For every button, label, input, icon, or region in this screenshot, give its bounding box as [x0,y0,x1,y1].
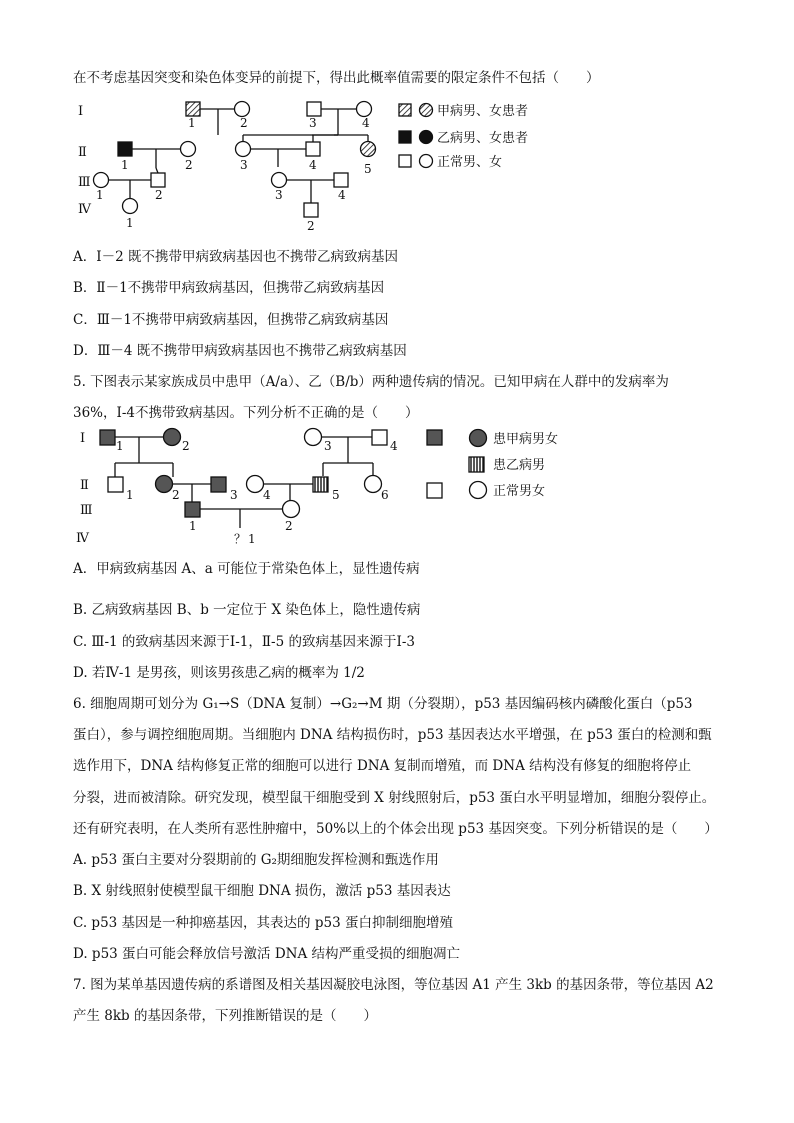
q7-stem-line1: 7. 图为某单基因遗传病的系谱图及相关基因凝胶电泳图，等位基因 A1 产生 3kb 的基因条带，等位基因 A2 [73,977,714,993]
q5-num-II5: 5 [332,488,340,502]
q5-III2-female-normal [283,501,300,518]
q5-option-d: D. 若Ⅳ-1 是男孩，则该男孩患乙病的概率为 1/2 [73,665,365,681]
q5-gen-label-2: Ⅱ [80,478,89,493]
q5-num-I4: 4 [390,439,398,453]
q4-option-c: C．Ⅲ－1不携带甲病致病基因，但携带乙病致病基因 [73,312,389,328]
II5-female-disease-a [361,142,376,157]
II1-male-disease-b [118,142,132,156]
num-II5: 5 [364,162,372,176]
I4-female-normal [357,102,372,117]
num-III4: 4 [338,188,346,202]
q5-gen-label-3: Ⅲ [80,503,93,518]
q4-option-a: A．Ⅰ－2 既不携带甲病致病基因也不携带乙病致病基因 [73,249,398,265]
q6-stem-line5: 还有研究表明，在人类所有恶性肿瘤中，50%以上的个体会出现 p53 基因突变。下列分析错误的是（ ） [73,821,718,837]
num-IV1: 1 [126,216,134,230]
gen-label-1: Ⅰ [78,104,84,119]
q5-option-c: C. Ⅲ-1 的致病基因来源于Ⅰ-1，Ⅱ-5 的致病基因来源于Ⅰ-3 [73,634,415,650]
num-II4: 4 [309,158,317,172]
q5-num-I1: 1 [116,439,124,453]
q5-legend-disease-b: 患乙病男 [493,458,546,473]
num-II1: 1 [121,158,129,172]
q6-option-a: A. p53 蛋白主要对分裂期前的 G₂期细胞发挥检测和甄选作用 [73,852,439,868]
II3-female-normal [236,142,251,157]
num-II3: 3 [240,158,248,172]
gen-label-3: Ⅲ [78,175,91,190]
q5-num-II1: 1 [126,488,134,502]
q5-num-II2: 2 [172,488,180,502]
III2-male-normal [151,173,165,187]
q5-II6-female-normal [365,476,382,493]
q5-num-II6: 6 [381,488,389,502]
legend-q5 [427,430,558,500]
q5-I4-male-normal [372,430,387,445]
legend-disease-b: 乙病男、女患者 [437,131,529,146]
q5-unknown-mark: ？ [234,532,247,546]
q5-stem-line1: 5. 下图表示某家族成员中患甲（A/a）、乙（B/b）两种遗传病的情况。已知甲病在人群中的发病率为 [73,374,669,390]
q5-II1-male-normal [108,477,123,492]
num-I2: 2 [240,116,248,130]
legend-normal: 正常男、女 [437,155,503,170]
I2-female-normal [235,102,250,117]
legend-q4 [399,103,528,170]
q5-num-II4: 4 [263,488,271,502]
q6-stem-line2: 蛋白），参与调控细胞周期。当细胞内 DNA 结构损伤时，p53 基因表达水平增强，在 p53 蛋白的检测和甄 [73,727,712,743]
num-III3: 3 [275,188,283,202]
q5-I1-male-disease-a [100,430,115,445]
q6-option-b: B. X 射线照射使模型鼠干细胞 DNA 损伤，激活 p53 基因表达 [73,883,451,899]
num-II2: 2 [185,158,193,172]
q6-stem-line3: 选作用下，DNA 结构修复正常的细胞可以进行 DNA 复制而增殖，而 DNA 结构没有修复的细胞将停止 [73,758,692,774]
num-I4: 4 [362,116,370,130]
I3-male-normal [307,102,321,116]
num-I1: 1 [188,116,196,130]
q5-num-IV1: 1 [248,532,256,546]
III3-female-normal [272,173,287,188]
gen-label-2: Ⅱ [78,145,87,160]
q5-I3-female-normal [305,429,322,446]
q6-stem-line1: 6. 细胞周期可划分为 G₁→S（DNA 复制）→G₂→M 期（分裂期），p53 基因编码核内磷酸化蛋白（p53 [73,696,693,712]
num-IV2: 2 [307,219,315,233]
q4-option-b: B．Ⅱ－1不携带甲病致病基因，但携带乙病致病基因 [73,280,385,296]
q5-gen-label-1: Ⅰ [80,431,86,446]
q5-III1-male-disease-a [185,502,200,517]
num-III2: 2 [155,188,163,202]
q5-num-III2: 2 [285,519,293,533]
q5-legend-disease-a: 患甲病男女 [493,432,559,447]
q5-II4-female-normal [247,476,264,493]
q5-II3-male-disease-a [211,477,226,492]
IV1-female-normal [123,199,138,214]
q5-II2-female-disease-a [156,476,173,493]
q5-I2-female-disease-a [164,429,181,446]
q5-num-I2: 2 [182,439,190,453]
q5-num-II3: 3 [230,488,238,502]
q4-stem: 在不考虑基因突变和染色体变异的前提下，得出此概率值需要的限定条件不包括（ ） [73,70,600,86]
III4-male-normal [334,173,348,187]
q6-option-d: D. p53 蛋白可能会释放信号激活 DNA 结构严重受损的细胞凋亡 [73,946,461,962]
q5-stem-line2: 36%，Ⅰ-4不携带致病基因。下列分析不正确的是（ ） [73,405,419,421]
q7-stem-line2: 产生 8kb 的基因条带，下列推断错误的是（ ） [73,1008,377,1024]
q6-option-c: C. p53 基因是一种抑癌基因，其表达的 p53 蛋白抑制细胞增殖 [73,915,453,931]
q5-num-I3: 3 [324,439,332,453]
II4-male-normal [306,142,320,156]
q5-option-b: B. 乙病致病基因 B、b 一定位于 X 染色体上，隐性遗传病 [73,602,421,618]
q4-option-d: D．Ⅲ－4 既不携带甲病致病基因也不携带乙病致病基因 [73,343,407,359]
num-III1: 1 [96,188,104,202]
num-I3: 3 [309,116,317,130]
legend-disease-a: 甲病男、女患者 [437,104,529,119]
q5-II5-male-disease-b [313,477,328,492]
gen-label-4: Ⅳ [78,202,91,217]
q5-option-a: A．甲病致病基因 A、a 可能位于常染色体上，显性遗传病 [73,561,420,577]
q5-legend-normal: 正常男女 [493,484,546,499]
q5-gen-label-4: Ⅳ [76,531,89,546]
IV2-male-normal [304,203,318,217]
q5-num-III1: 1 [189,519,197,533]
I1-male-disease-a [186,102,200,116]
pedigree-chart-q5 [68,425,588,550]
III1-female-normal [94,173,109,188]
II2-female-normal [181,142,196,157]
q6-stem-line4: 分裂，进而被清除。研究发现，模型鼠干细胞受到 X 射线照射后，p53 蛋白水平明显增加，细胞分裂停止。 [73,790,716,806]
pedigree-chart-q4 [68,93,568,233]
